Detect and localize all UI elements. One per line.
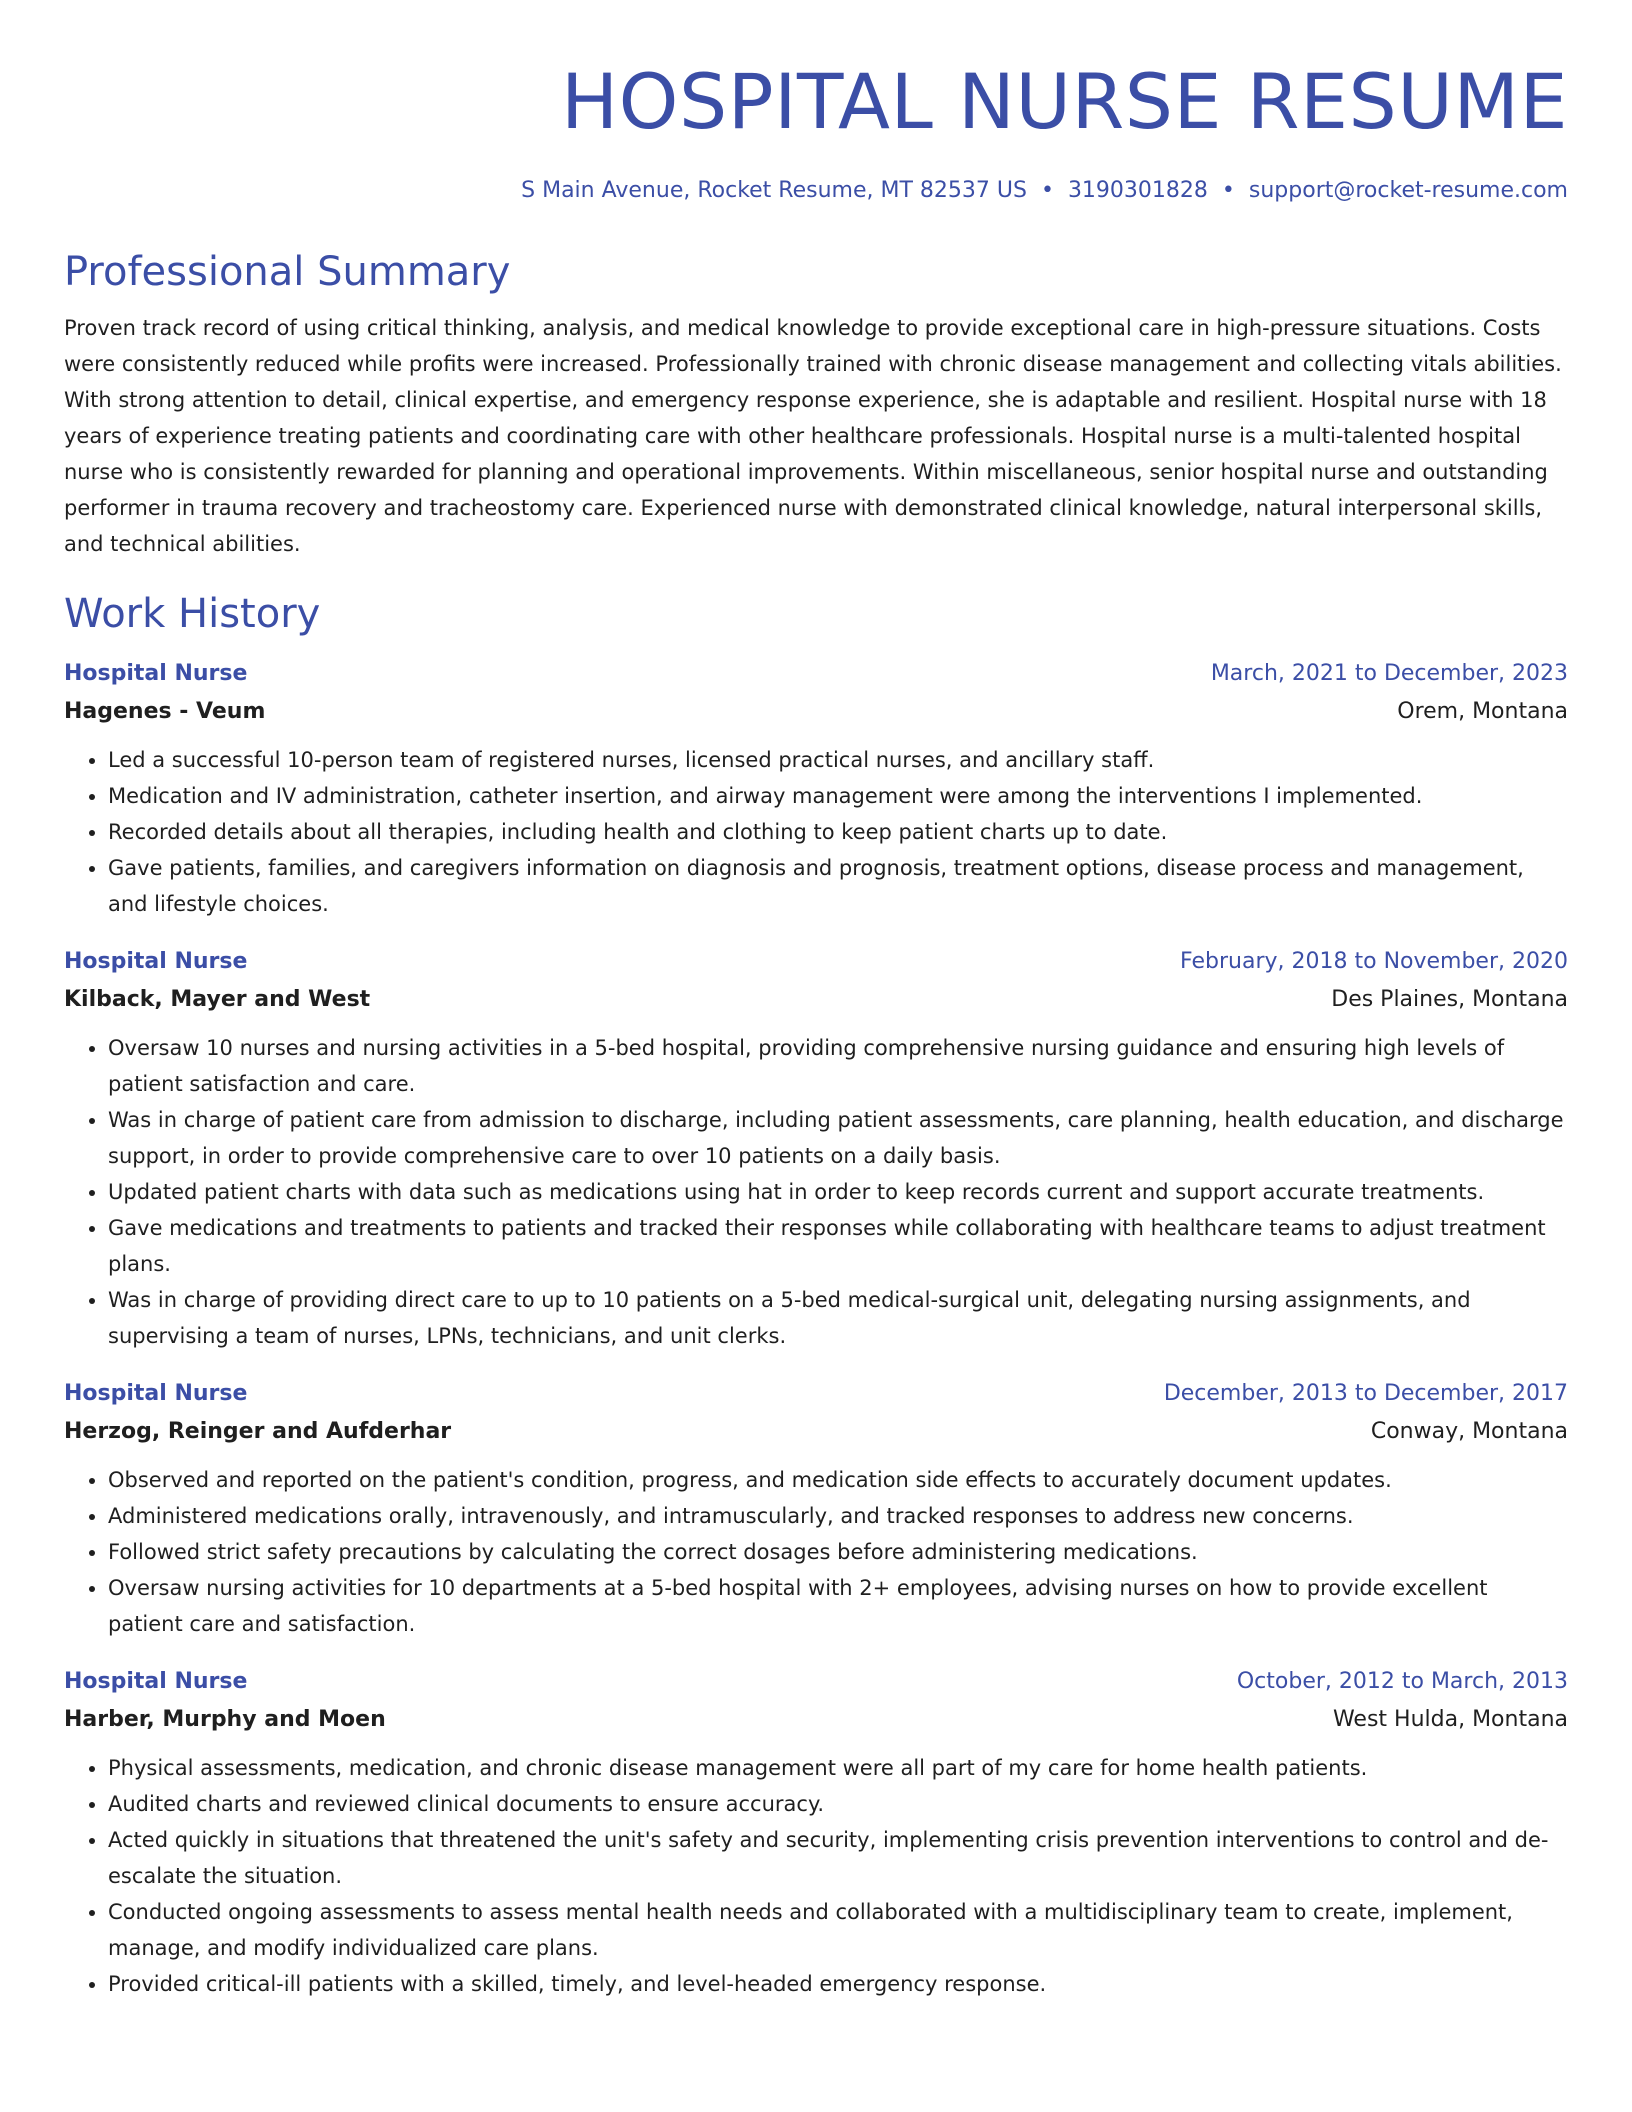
job-duty: • Followed strict safety precautions by calculating the correct dosages before administering medications. (108, 1534, 1568, 1570)
job-duty: • Medication and IV administration, catheter insertion, and airway management were among the interventions I implemented. (108, 778, 1568, 814)
job-duty: • Was in charge of providing direct care to up to 10 patients on a 5-bed medical-surgical unit, delegating nursing assignments, and supervising a team of nurses, LPNs, technicians, and unit clerks. (108, 1282, 1568, 1354)
contact-email: support@rocket-resume.com (1248, 178, 1568, 203)
job-company: Kilback, Mayer and West (64, 987, 371, 1012)
summary-text: Proven track record of using critical thinking, analysis, and medical knowledge to provide exceptional care in high-pressure situations. Costs were consistently reduced while profits were increased. Professionally trained with chronic disease management and collecting vitals abilities. With strong attention to detail, clinical expertise, and emergency response experience, she is adaptable and resilient. Hospital nurse with 18 years of experience treating patients and coordinating care with other healthcare professionals. Hospital nurse is a multi-talented hospital nurse who is consistently rewarded for planning and operational improvements. Within miscellaneous, senior hospital nurse and outstanding performer in trauma recovery and tracheostomy care. Experienced nurse with demonstrated clinical knowledge, natural interpersonal skills, and technical abilities. (64, 316, 1562, 556)
job-duty: • Observed and reported on the patient's condition, progress, and medication side effects to accurately document updates. (108, 1462, 1568, 1498)
resume-title: HOSPITAL NURSE RESUME (561, 57, 1568, 146)
work-history-heading: Work History (64, 591, 321, 637)
job-duty: • Acted quickly in situations that threatened the unit's safety and security, implementing crisis prevention interventions to control and de-escalate the situation. (108, 1822, 1568, 1894)
job-duty: • Provided critical-ill patients with a skilled, timely, and level-headed emergency response. (108, 1966, 1568, 2002)
job-dates: October, 2012 to March, 2013 (1236, 1669, 1568, 1694)
job-duty: • Was in charge of patient care from admission to discharge, including patient assessments, care planning, health education, and discharge support, in order to provide comprehensive care to over 10 patients on a daily basis. (108, 1102, 1568, 1174)
job-dates: March, 2021 to December, 2023 (1210, 661, 1568, 686)
job-entry (64, 1664, 1568, 2002)
job-dates: February, 2018 to November, 2020 (1180, 949, 1568, 974)
job-duty: • Conducted ongoing assessments to assess mental health needs and collaborated with a multidisciplinary team to create, implement, manage, and modify individualized care plans. (108, 1894, 1568, 1966)
summary-heading: Professional Summary (64, 249, 511, 295)
job-duties (64, 1030, 1568, 1354)
job-duty: • Led a successful 10-person team of registered nurses, licensed practical nurses, and ancillary staff. (108, 742, 1568, 778)
contact-phone: 3190301828 (1067, 178, 1208, 203)
job-entry (64, 1376, 1568, 1642)
job-duty: • Oversaw nursing activities for 10 departments at a 5-bed hospital with 2+ employees, advising nurses on how to provide excellent patient care and satisfaction. (108, 1570, 1568, 1642)
job-location: West Hulda, Montana (1332, 1707, 1568, 1732)
job-company: Harber, Murphy and Moen (64, 1707, 386, 1732)
job-title: Hospital Nurse (64, 949, 248, 974)
contact-separator: • (1221, 178, 1235, 203)
job-title: Hospital Nurse (64, 1381, 248, 1406)
contact-line (64, 176, 1568, 206)
resume-page (64, 0, 1568, 2002)
job-duties (64, 742, 1568, 922)
job-title: Hospital Nurse (64, 661, 248, 686)
job-location: Orem, Montana (1397, 699, 1568, 724)
job-duty: • Gave medications and treatments to patients and tracked their responses while collaborating with healthcare teams to adjust treatment plans. (108, 1210, 1568, 1282)
job-duty: • Physical assessments, medication, and chronic disease management were all part of my care for home health patients. (108, 1750, 1568, 1786)
job-duties (64, 1750, 1568, 2002)
job-duty: • Recorded details about all therapies, including health and clothing to keep patient charts up to date. (108, 814, 1568, 850)
job-entry (64, 944, 1568, 1354)
job-entry (64, 656, 1568, 922)
job-location: Conway, Montana (1370, 1419, 1568, 1444)
job-location: Des Plaines, Montana (1331, 987, 1568, 1012)
job-duty: • Audited charts and reviewed clinical documents to ensure accuracy. (108, 1786, 1568, 1822)
job-duty: • Gave patients, families, and caregivers information on diagnosis and prognosis, treatment options, disease process and management, and lifestyle choices. (108, 850, 1568, 922)
contact-separator: • (1040, 178, 1054, 203)
contact-address: S Main Avenue, Rocket Resume, MT 82537 US (521, 178, 1027, 203)
job-title: Hospital Nurse (64, 1669, 248, 1694)
job-company: Herzog, Reinger and Aufderhar (64, 1419, 452, 1444)
job-company: Hagenes - Veum (64, 699, 266, 724)
job-dates: December, 2013 to December, 2017 (1163, 1381, 1568, 1406)
job-duty: • Updated patient charts with data such as medications using hat in order to keep records current and support accurate treatments. (108, 1174, 1568, 1210)
job-duties (64, 1462, 1568, 1642)
job-duty: • Oversaw 10 nurses and nursing activities in a 5-bed hospital, providing comprehensive nursing guidance and ensuring high levels of patient satisfaction and care. (108, 1030, 1568, 1102)
job-duty: • Administered medications orally, intravenously, and intramuscularly, and tracked responses to address new concerns. (108, 1498, 1568, 1534)
